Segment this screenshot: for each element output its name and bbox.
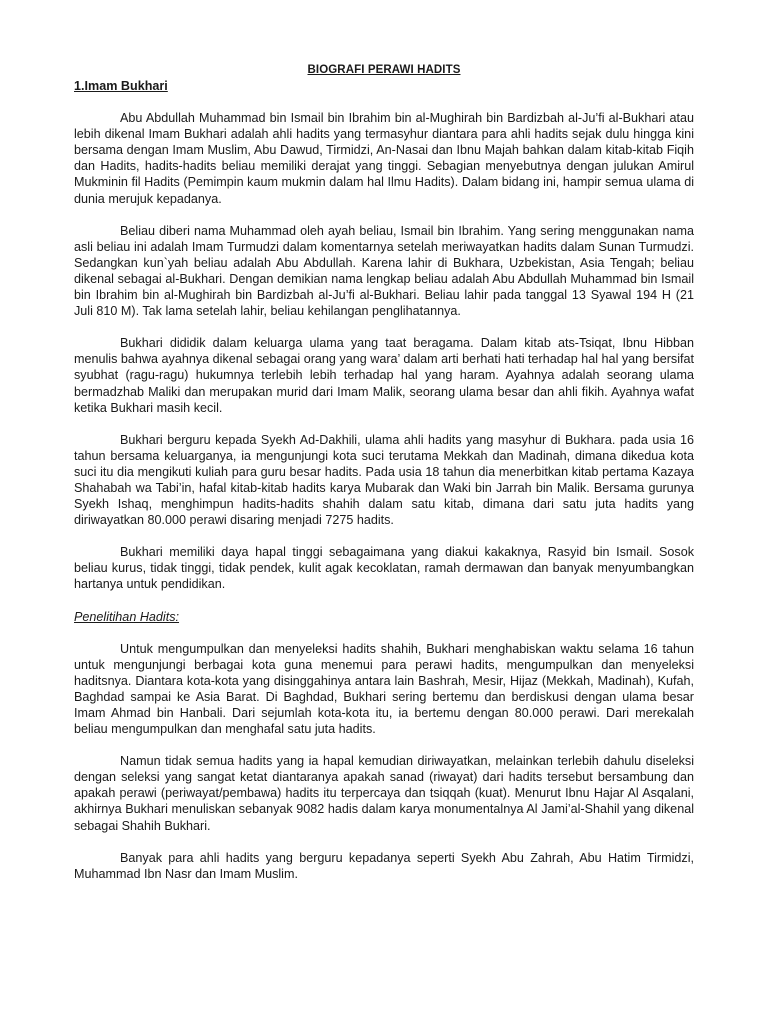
document-title: BIOGRAFI PERAWI HADITS: [307, 64, 461, 76]
body-paragraph: Banyak para ahli hadits yang berguru kepadanya seperti Syekh Abu Zahrah, Abu Hatim Tirmidzi, Muhammad Ibn Nasr dan Imam Muslim.: [74, 850, 694, 881]
subsection-heading: Penelitihan Hadits:: [74, 609, 180, 624]
body-paragraph: Bukhari memiliki daya hapal tinggi sebagaimana yang diakui kakaknya, Rasyid bin Ismail. Sosok beliau kurus, tidak tinggi, tidak pendek, kulit agak kecoklatan, ramah dermawan dan banyak menyumbangkan hartanya untuk pendidikan.: [74, 545, 694, 592]
body-paragraph: Abu Abdullah Muhammad bin Ismail bin Ibrahim bin al-Mughirah bin Bardizbah al-Ju’fi al-Bukhari atau lebih dikenal Imam Bukhari adalah ahli hadits yang termasyhur diantara para ahli hadits sejak dulu hingga kini bersama dengan Imam Muslim, Abu Dawud, Tirmidzi, An-Nasai dan Ibnu Majah bahkan dalam kitab-kitab Fiqih dan Hadits, hadits-hadits beliau memiliki derajat yang tinggi. Sebagian menyebutnya dengan julukan Amirul Mukminin fil Hadits (Pemimpin kaum mukmin dalam hal Ilmu Hadits). Dalam bidang ini, hampir semua ulama di dunia merujuk kepadanya.: [74, 111, 694, 206]
body-paragraph: Untuk mengumpulkan dan menyeleksi hadits shahih, Bukhari menghabiskan waktu selama 16 tahun untuk mengunjungi berbagai kota guna menemui para perawi hadits, mengumpulkan dan menyeleksi haditsnya. Diantara kota-kota yang disinggahinya antara lain Bashrah, Mesir, Hijaz (Mekkah, Madinah), Kufah, Baghdad sampai ke Asia Barat. Di Baghdad, Bukhari sering bertemu dan berdiskusi dengan ulama besar Imam Ahmad bin Hanbali. Dari sejumlah kota-kota itu, ia bertemu dengan 80.000 perawi. Dari merekalah beliau mengumpulkan dan menghafal satu juta hadits.: [74, 641, 694, 737]
body-paragraph: Bukhari berguru kepada Syekh Ad-Dakhili, ulama ahli hadits yang masyhur di Bukhara. pada usia 16 tahun bersama keluarganya, ia mengunjungi kota suci terutama Mekkah dan Madinah, dimana dikedua kota suci itu dia mengikuti kuliah para guru besar hadits. Pada usia 18 tahun dia menerbitkan kitab pertama Kazaya Shahabah wa Tabi’in, hafal kitab-kitab hadits karya Mubarak dan Waki bin Jarrah bin Malik. Bersama gurunya Syekh Ishaq, menghimpun hadits-hadits shahih dalam satu kitab, dimana dari satu juta hadits yang diriwayatkan 80.000 perawi disaring menjadi 7275 hadits.: [74, 432, 694, 528]
document-page: [74, 62, 694, 898]
body-paragraph: Bukhari dididik dalam keluarga ulama yang taat beragama. Dalam kitab ats-Tsiqat, Ibnu Hibban menulis bahwa ayahnya dikenal sebagai orang yang wara’ dalam arti berhati hati terhadap hal hal yang bersifat syubhat (ragu-ragu) hukumnya terlebih lebih terhadap hal yang haram. Ayahnya adalah seorang ulama bermadzhab Maliki dan merupakan murid dari Imam Malik, seorang ulama besar dan ahli fikih. Ayahnya wafat ketika Bukhari masih kecil.: [74, 336, 694, 415]
section-heading: 1.Imam Bukhari: [74, 79, 168, 93]
body-paragraph: Beliau diberi nama Muhammad oleh ayah beliau, Ismail bin Ibrahim. Yang sering menggunakan nama asli beliau ini adalah Imam Turmudzi dalam komentarnya setelah meriwayatkan hadits dalam Sunan Turmudzi. Sedangkan kun`yah beliau adalah Abu Abdullah. Karena lahir di Bukhara, Uzbekistan, Asia Tengah; beliau dikenal sebagai al-Bukhari. Dengan demikian nama lengkap beliau adalah Abu Abdullah Muhammad bin Ismail bin Ibrahim bin al-Mughirah bin Bardizbah al-Ju’fi al-Bukhari. Beliau lahir pada tanggal 13 Syawal 194 H (21 Juli 810 M). Tak lama setelah lahir, beliau kehilangan penglihatannya.: [74, 223, 694, 319]
body-paragraph: Namun tidak semua hadits yang ia hapal kemudian diriwayatkan, melainkan terlebih dahulu diseleksi dengan seleksi yang sangat ketat diantaranya apakah sanad (riwayat) dari hadits tersebut bersambung dan apakah perawi (periwayat/pembawa) hadits itu terpercaya dan tsiqqah (kuat). Menurut Ibnu Hajar Al Asqalani, akhirnya Bukhari menuliskan sebanyak 9082 hadis dalam karya monumentalnya Al Jami’al-Shahil yang dikenal sebagai Shahih Bukhari.: [74, 754, 694, 833]
